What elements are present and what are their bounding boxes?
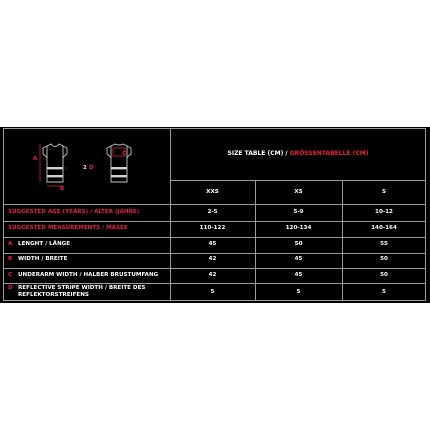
cell-measurements-xxs: 110-122 [199, 225, 226, 231]
cell-measurements-xs: 120-134 [285, 225, 312, 231]
table-title-en: SIZE TABLE (CM) / [227, 150, 290, 157]
diagram-label-2: 2 [83, 165, 87, 171]
cell-measurements-s: 140-164 [371, 225, 397, 231]
size-header-xs: XS [294, 189, 303, 195]
row-divider [3, 283, 426, 284]
row-letter-b: B [8, 256, 13, 262]
row-divider [170, 180, 426, 181]
diagram-label-b: B [60, 186, 65, 192]
diagram-label-d: D [89, 165, 94, 171]
table-title [170, 150, 426, 157]
size-header-s: S [381, 189, 387, 195]
size-table [3, 128, 426, 301]
row-letter-d: D [8, 285, 13, 291]
row-label-reflective-line2: REFLEKTORSTREIFENS [18, 292, 89, 298]
table-border-top [3, 128, 426, 129]
cell-length-s: 55 [380, 241, 388, 247]
row-label-age: SUGGESTED AGE (YEARS) / ALTER (JAHRE) [8, 209, 140, 215]
cell-length-xs: 50 [294, 241, 303, 247]
cell-age-s: 10-12 [375, 209, 393, 215]
cell-reflective-xxs: 5 [210, 289, 215, 295]
diagram-label-c: C [122, 151, 127, 157]
row-divider [3, 237, 426, 238]
row-divider [3, 204, 426, 205]
diagram-label-a: A [33, 156, 38, 162]
table-title-de: GRÖSSENTABELLE (CM) [289, 150, 369, 157]
table-border-bottom [3, 300, 426, 301]
row-divider [3, 221, 426, 222]
cell-width-xs: 45 [294, 256, 303, 262]
row-label-underarm: UNDERARM WIDTH / HALBER BRUSTUMFANG [18, 272, 159, 278]
cell-underarm-s: 50 [380, 272, 388, 278]
cell-underarm-xs: 45 [294, 272, 303, 278]
cell-age-xxs: 2-5 [207, 209, 218, 215]
row-label-width: WIDTH / BREITE [18, 256, 68, 262]
cell-underarm-xxs: 42 [208, 272, 217, 278]
cell-age-xs: 5-9 [293, 209, 304, 215]
cell-reflective-xs: 5 [296, 289, 301, 295]
cell-length-xxs: 45 [208, 241, 217, 247]
row-label-length: LENGHT / LÄNGE [18, 241, 71, 247]
size-table-panel [0, 127, 430, 303]
size-header-xxs: XXS [206, 189, 219, 195]
row-label-measurements: SUGGESTED MEASUREMENTS / MASSE [8, 225, 128, 231]
cell-reflective-s: 5 [382, 289, 386, 295]
row-divider [3, 268, 426, 269]
table-border-left [3, 128, 4, 301]
row-label-reflective: REFLECTIVE STRIPE WIDTH / BREITE DES [18, 285, 146, 291]
cell-width-xxs: 42 [208, 256, 217, 262]
row-letter-a: A [8, 241, 13, 247]
cell-width-s: 50 [380, 256, 388, 262]
row-letter-c: C [8, 272, 13, 278]
row-divider [3, 253, 426, 254]
